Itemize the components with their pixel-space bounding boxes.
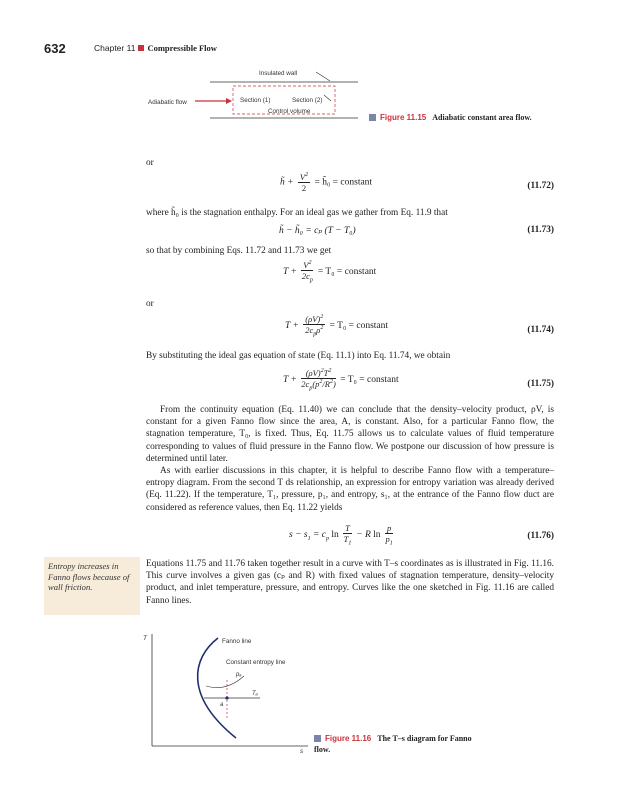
caption-square-icon bbox=[369, 114, 376, 121]
page-number: 632 bbox=[44, 41, 66, 56]
y-axis-label: T bbox=[143, 635, 147, 642]
fanno-line-curve bbox=[198, 638, 236, 738]
insulated-wall-label: Insulated wall bbox=[259, 70, 298, 77]
paragraph-stagnation: where h̃₀ is the stagnation enthalpy. For an ideal gas we gather from Eq. 11.9 that bbox=[146, 208, 448, 218]
chapter-title: Compressible Flow bbox=[147, 43, 217, 53]
equation-number-11-73: (11.73) bbox=[527, 225, 554, 235]
section1-label: Section (1) bbox=[240, 97, 271, 104]
equation-number-11-76: (11.76) bbox=[527, 531, 554, 541]
paragraph-combine: so that by combining Eqs. 11.72 and 11.73 we get bbox=[146, 246, 332, 256]
paragraph-continuity: From the continuity equation (Eq. 11.40) we can conclude that the density–velocity product, ρV, is constant for a given Fanno flow since the area, A, is constant. Also, for a particular Fanno flow, the stagnation temperature, T₀, is fixed. Thus, Eq. 11.75 allows us to calculate values of fluid temperature corresponding to values of fluid pressure in the Fanno flow. We postpone our discussion of how pressure is determined until later. bbox=[146, 405, 554, 464]
state-point-a bbox=[225, 696, 228, 699]
equation-11-76: $s - s_1 = c_p$ ln $\frac{T}{T_1}$ − R ln $\frac{p}{p_1}$ bbox=[289, 523, 393, 547]
adiabatic-flow-figure bbox=[140, 62, 380, 126]
margin-note: Entropy increases in Fanno flows because of wall friction. bbox=[44, 557, 140, 615]
control-volume-label: Control volume bbox=[268, 108, 311, 115]
or-text-2: or bbox=[146, 299, 154, 309]
or-text-1: or bbox=[146, 158, 154, 168]
x-axis-label: s bbox=[300, 748, 304, 753]
fanno-line-label: Fanno line bbox=[222, 638, 252, 645]
equation-number-11-74: (11.74) bbox=[527, 325, 554, 335]
equation-11-74: T + $\frac{(\rho V)^2}{2c_p\rho^2}$ = T₀ = constant bbox=[285, 314, 389, 338]
equation-number-11-72: (11.72) bbox=[527, 181, 554, 191]
flow-arrowhead-icon bbox=[226, 98, 232, 104]
running-head bbox=[94, 43, 217, 53]
equation-11-73: h̃ − h̃₀ = cₚ (T − T₀) bbox=[279, 226, 356, 236]
paragraph-equations: Equations 11.75 and 11.76 taken together result in a curve with T–s coordinates as is illustrated in Fig. 11.16. This curve involves a given gas (cₚ and R) with fixed values of stagnation temperature, density–velocity product, and inlet temperature, pressure, and entropy. Curves like the one sketched in Fig. 11.16 are called Fanno lines. bbox=[146, 559, 554, 606]
constant-entropy-label: Constant entropy line bbox=[226, 659, 286, 666]
caption-square-icon-2 bbox=[314, 735, 321, 742]
point-a-label: a bbox=[220, 702, 224, 708]
section2-label: Section (2) bbox=[292, 97, 323, 104]
ta-label: Tₐ bbox=[252, 691, 258, 697]
ts-diagram-figure bbox=[140, 628, 330, 753]
figure-11-16-caption: Figure 11.16 The T–s diagram for Fanno flow. bbox=[314, 734, 472, 754]
paragraph-substituting: By substituting the ideal gas equation of state (Eq. 11.1) into Eq. 11.74, we obtain bbox=[146, 351, 451, 361]
figure-11-15-caption: Figure 11.15 Adiabatic constant area flow. bbox=[369, 113, 532, 122]
equation-unnumbered: T + $\frac{V^2}{2c_p}$ = T₀ = constant bbox=[283, 260, 377, 284]
adiabatic-flow-label: Adiabatic flow bbox=[148, 99, 187, 106]
chapter-label: Chapter 11 bbox=[94, 43, 136, 53]
wall-leader bbox=[316, 72, 330, 81]
section2-leader bbox=[324, 95, 331, 101]
pa-label: pₐ bbox=[236, 672, 242, 678]
equation-number-11-75: (11.75) bbox=[527, 379, 554, 389]
paragraph-earlier: As with earlier discussions in this chapter, it is helpful to describe Fanno flow with a temperature–entropy diagram. From the second T ds relationship, an expression for entropy variation was already derived (Eq. 11.22). If the temperature, T₁, pressure, p₁, and entropy, s₁, at the entrance of the Fanno flow duct are considered as reference values, then Eq. 11.22 yields bbox=[146, 466, 554, 513]
equation-11-75: T + $\frac{(\rho V)^2T^2}{2c_p(p^2/R^2)}$ = T₀ = constant bbox=[283, 368, 399, 392]
equation-11-72: h̃ + $\frac{V^2}{2}$ = h̃₀ = constant bbox=[280, 172, 373, 193]
square-bullet-icon bbox=[138, 45, 144, 51]
